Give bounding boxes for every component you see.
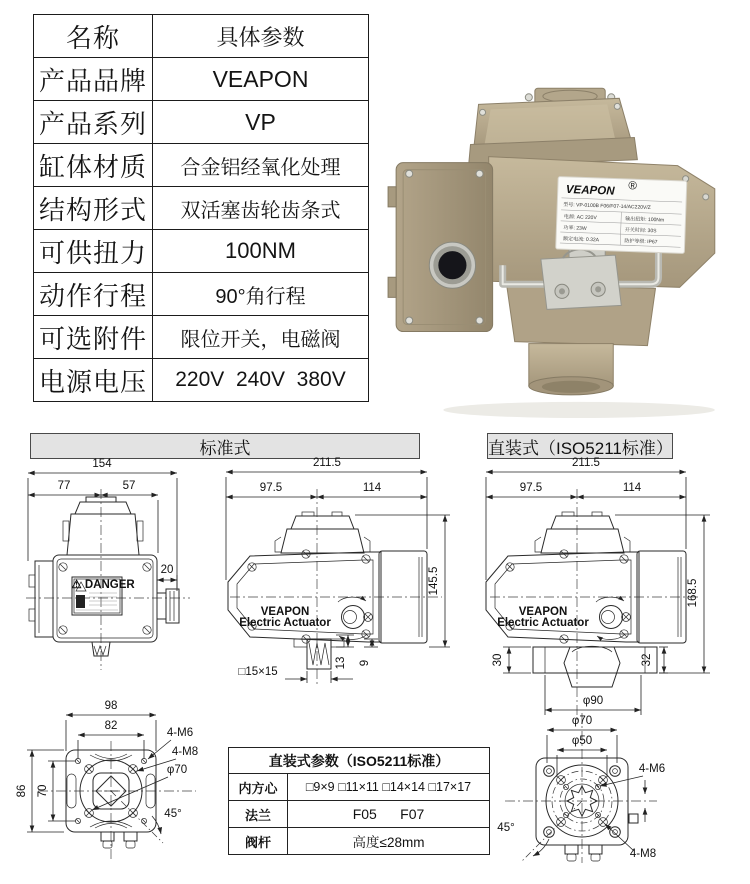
nameplate-reg-mark: ® <box>628 180 638 193</box>
table-row <box>229 774 490 801</box>
dimension-label: 97.5 <box>259 482 283 494</box>
dimension-label: 98 <box>104 700 118 712</box>
table-row <box>34 101 369 144</box>
table-row <box>34 187 369 230</box>
dimension-label: φ90 <box>582 695 604 707</box>
section-header-direct: 直装式（ISO5211标准） <box>487 433 673 459</box>
dimension-label: φ50 <box>571 735 593 747</box>
drawing-brand-subtext: Electric Actuator <box>239 617 331 629</box>
nameplate-brand: VEAPON <box>565 183 615 198</box>
dimension-label: 211.5 <box>572 457 600 469</box>
iso-row-label: 内方心 <box>229 774 288 801</box>
spec-row-value: 限位开关，电磁阀 <box>153 316 369 359</box>
nameplate-spec: 防护等级: IP67 <box>624 238 658 246</box>
dimension-label: 4-M6 <box>166 727 194 739</box>
table-row <box>34 273 369 316</box>
drawing-brand-text: VEAPON <box>260 606 310 618</box>
iso-row-value: F05 F07 <box>288 801 490 828</box>
dimension-label: φ70 <box>571 715 593 727</box>
spec-header-value: 具体参数 <box>153 15 369 58</box>
section-header-standard: 标准式 <box>30 433 420 459</box>
table-row <box>229 828 490 855</box>
table-row <box>34 58 369 101</box>
table-row <box>34 316 369 359</box>
front-view-drawing <box>26 458 190 670</box>
table-row <box>229 801 490 828</box>
iso-table-title: 直装式参数（ISO5211标准） <box>229 748 490 774</box>
side-view-direct <box>486 457 710 720</box>
spec-header-label: 名称 <box>34 15 153 58</box>
dimension-label: 97.5 <box>519 482 543 494</box>
dimension-label: 30 <box>492 653 504 667</box>
spec-row-value: 90°角行程 <box>153 273 369 316</box>
iso5211-table <box>228 747 490 855</box>
nameplate-spec: 输出扭矩: 100Nm <box>625 216 665 224</box>
danger-label <box>71 577 135 615</box>
nameplate <box>556 177 687 254</box>
dimension-label: 77 <box>57 480 71 492</box>
spec-row-value: VEAPON <box>153 58 369 101</box>
spec-row-label: 电源电压 <box>34 359 153 402</box>
dimension-label: φ70 <box>166 764 188 776</box>
spec-row-value: VP <box>153 101 369 144</box>
drawing-brand-text: VEAPON <box>518 606 568 618</box>
drawing-brand-subtext: Electric Actuator <box>497 617 589 629</box>
photo-shadow <box>443 402 714 418</box>
spec-row-value: 双活塞齿轮齿条式 <box>153 187 369 230</box>
spec-row-label: 结构形式 <box>34 187 153 230</box>
dimension-label: 211.5 <box>313 457 341 469</box>
spec-row-label: 可选附件 <box>34 316 153 359</box>
dimension-label: 154 <box>92 458 112 470</box>
nameplate-spec: 电源: AC 220V <box>563 214 597 222</box>
table-row <box>229 748 490 774</box>
side-view-standard <box>226 457 450 685</box>
dimension-label: 114 <box>362 482 382 494</box>
body-screw <box>703 194 709 200</box>
spec-row-value: 合金铝经氧化处理 <box>153 144 369 187</box>
bottom-cylinder <box>529 344 613 395</box>
table-row <box>34 230 369 273</box>
nameplate-spec: 开关时间: 30S <box>624 227 657 235</box>
spec-row-label: 缸体材质 <box>34 144 153 187</box>
dimension-label: 4-M6 <box>638 763 666 775</box>
dimension-label: 20 <box>160 564 174 576</box>
spec-row-label: 动作行程 <box>34 273 153 316</box>
spec-table <box>33 14 369 402</box>
spec-row-value: 100NM <box>153 230 369 273</box>
dimension-label: 32 <box>641 653 653 667</box>
dimension-label: 57 <box>122 480 136 492</box>
dimension-label: 45° <box>497 822 515 834</box>
table-row <box>34 359 369 402</box>
dimension-label: 45° <box>164 808 182 820</box>
spec-table-header-row <box>34 15 369 58</box>
iso-row-label: 阀杆 <box>229 828 288 855</box>
dimension-label: 4-M8 <box>629 848 657 860</box>
spec-row-value: 220V 240V 380V <box>153 359 369 402</box>
dimension-label: 9 <box>359 659 371 667</box>
nameplate-spec: 额定电流: 0.32A <box>562 236 600 244</box>
dimension-label: 168.5 <box>687 578 699 608</box>
dimension-label: □15×15 <box>238 666 278 678</box>
danger-label-text: ⚠ DANGER <box>71 579 135 591</box>
spec-row-label: 可供扭力 <box>34 230 153 273</box>
bottom-view-standard <box>16 700 198 861</box>
iso-row-value: 高度≤28mm <box>288 828 490 855</box>
dimension-label: 82 <box>104 720 118 732</box>
nameplate-model: 型号: VP-0100B F06/F07-14/AC220V/Z <box>563 201 651 211</box>
nameplate-spec: 功率: 23W <box>563 225 587 232</box>
iso-row-label: 法兰 <box>229 801 288 828</box>
table-row <box>34 144 369 187</box>
dimension-label: 13 <box>335 656 347 670</box>
iso-row-value: □9×9 □11×11 □14×14 □17×17 <box>288 774 490 801</box>
product-photo <box>378 38 750 420</box>
spec-row-label: 产品系列 <box>34 101 153 144</box>
dimension-label: 70 <box>37 784 49 798</box>
bottom-view-direct <box>497 713 665 863</box>
cable-gland-knob <box>429 242 475 288</box>
spec-row-label: 产品品牌 <box>34 58 153 101</box>
dimension-label: 4-M8 <box>171 746 199 758</box>
dimension-label: 114 <box>622 482 642 494</box>
dimension-label: 145.5 <box>428 566 440 596</box>
dimension-label: 86 <box>16 784 28 798</box>
